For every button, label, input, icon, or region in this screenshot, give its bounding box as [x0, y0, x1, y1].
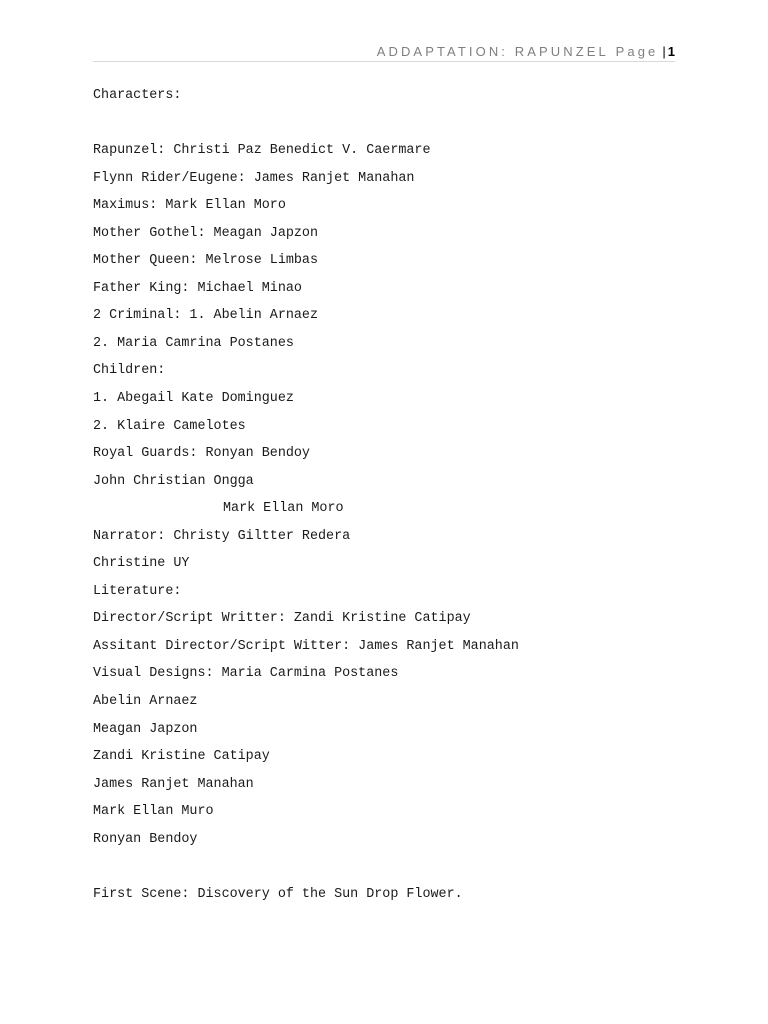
text-line: Father King: Michael Minao: [93, 280, 302, 296]
blank-line: [93, 110, 713, 138]
document-body: [93, 82, 713, 908]
text-line: Maximus: Mark Ellan Moro: [93, 198, 286, 214]
text-line: Ronyan Bendoy: [93, 831, 198, 847]
text-line: Christine UY: [93, 556, 190, 572]
text-line: Mother Gothel: Meagan Japzon: [93, 225, 318, 241]
characters-heading: Characters:: [93, 88, 182, 103]
text-line: Zandi Kristine Catipay: [93, 749, 270, 765]
page-number: 1: [667, 43, 675, 59]
text-line: Mother Queen: Melrose Limbas: [93, 253, 318, 269]
page-label: Page: [615, 43, 659, 59]
text-line: John Christian Ongga: [93, 473, 254, 489]
document-title: ADDAPTATION: RAPUNZEL: [376, 43, 609, 59]
text-line: 2. Maria Camrina Postanes: [93, 335, 294, 351]
header-separator: |: [662, 43, 666, 59]
text-line: James Ranjet Manahan: [93, 776, 254, 792]
text-line: Children:: [93, 363, 166, 379]
text-line: Flynn Rider/Eugene: James Ranjet Manahan: [93, 170, 415, 186]
scene-heading: First Scene: Discovery of the Sun Drop Flower.: [93, 886, 463, 902]
text-line: 1. Abegail Kate Dominguez: [93, 391, 294, 407]
text-line: 2 Criminal: 1. Abelin Arnaez: [93, 308, 318, 324]
text-line: 2. Klaire Camelotes: [93, 418, 246, 434]
text-line-indented: Mark Ellan Moro: [223, 501, 344, 517]
text-line: Abelin Arnaez: [93, 694, 198, 710]
text-line: Mark Ellan Muro: [93, 804, 214, 820]
header-rule: [93, 61, 675, 62]
text-line: Rapunzel: Christi Paz Benedict V. Caermare: [93, 143, 431, 159]
text-line: Meagan Japzon: [93, 721, 198, 737]
blank-line: [93, 853, 713, 881]
page-header: [377, 41, 675, 61]
text-line: Assitant Director/Script Witter: James Ranjet Manahan: [93, 638, 519, 654]
text-line: Royal Guards: Ronyan Bendoy: [93, 446, 310, 462]
text-line: Visual Designs: Maria Carmina Postanes: [93, 666, 399, 682]
text-line: Director/Script Writter: Zandi Kristine Catipay: [93, 611, 471, 627]
text-line: Narrator: Christy Giltter Redera: [93, 528, 351, 544]
literature-heading: Literature:: [93, 583, 182, 599]
